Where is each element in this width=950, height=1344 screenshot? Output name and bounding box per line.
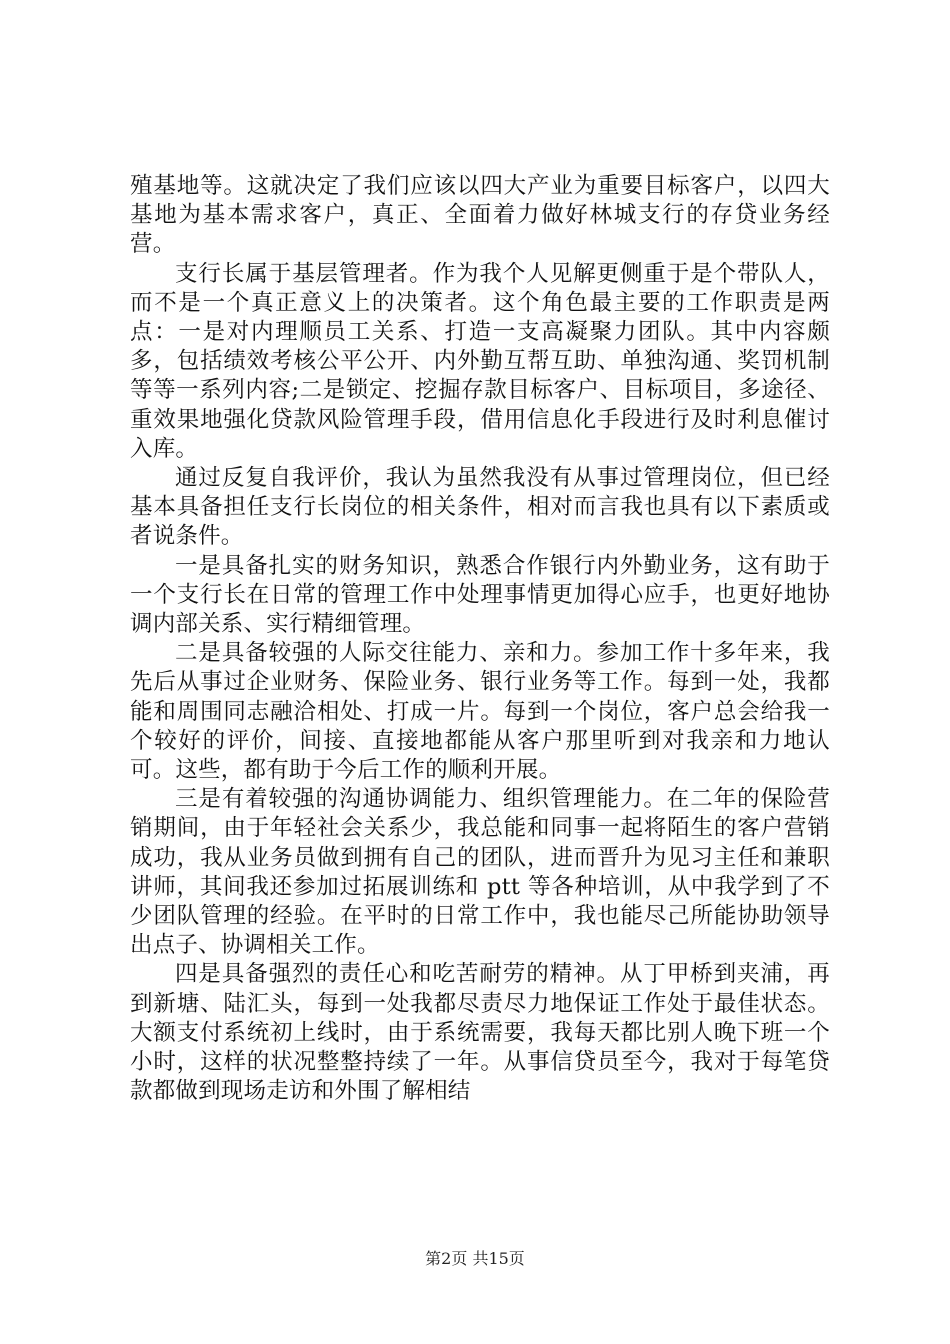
paragraph-1: 殖基地等。这就决定了我们应该以四大产业为重要目标客户，以四大基地为基本需求客户，真正、全面着力做好林城支行的存贷业务经营。 [130, 173, 830, 258]
paragraph-2: 支行长属于基层管理者。作为我个人见解更侧重于是个带队人，而不是一个真正意义上的决策者。这个角色最主要的工作职责是两点：一是对内理顺员工关系、打造一支高凝聚力团队。其中内容颇多，包括绩效考核公平公开、内外勤互帮互助、单独沟通、奖罚机制等等一系列内容;二是锁定、挖掘存款目标客户、目标项目，多途径、重效果地强化贷款风险管理手段，借用信息化手段进行及时利息催讨入库。 [130, 260, 830, 462]
page-footer: 第2页 共15页 [425, 1249, 525, 1268]
document-body [130, 172, 830, 1107]
paragraph-4: 一是具备扎实的财务知识，熟悉合作银行内外勤业务，这有助于一个支行长在日常的管理工作中处理事情更加得心应手，也更好地协调内部关系、实行精细管理。 [130, 552, 830, 638]
paragraph-6: 三是有着较强的沟通协调能力、组织管理能力。在二年的保险营销期间，由于年轻社会关系少，我总能和同事一起将陌生的客户营销成功，我从业务员做到拥有自己的团队，进而晋升为见习主任和兼职讲师，其间我还参加过拓展训练和 ptt 等各种培训，从中我学到了不少团队管理的经验。在平时的日常工作中，我也能尽己所能协助领导出点子、协调相关工作。 [130, 786, 830, 959]
paragraph-7: 四是具备强烈的责任心和吃苦耐劳的精神。从丁甲桥到夹浦，再到新塘、陆汇头，每到一处我都尽责尽力地保证工作处于最佳状态。大额支付系统初上线时，由于系统需要，我每天都比别人晚下班一个小时，这样的状况整整持续了一年。从事信贷员至今，我对于每笔贷款都做到现场走访和外围了解相结 [130, 961, 830, 1105]
paragraph-5: 二是具备较强的人际交往能力、亲和力。参加工作十多年来，我先后从事过企业财务、保险业务、银行业务等工作。每到一处，我都能和周围同志融洽相处、打成一片。每到一个岗位，客户总会给我一个较好的评价，间接、直接地都能从客户那里听到对我亲和力地认可。这些，都有助于今后工作的顺利开展。 [130, 640, 830, 784]
paragraph-3: 通过反复自我评价，我认为虽然我没有从事过管理岗位，但已经基本具备担任支行长岗位的相关条件，相对而言我也具有以下素质或者说条件。 [130, 465, 830, 550]
